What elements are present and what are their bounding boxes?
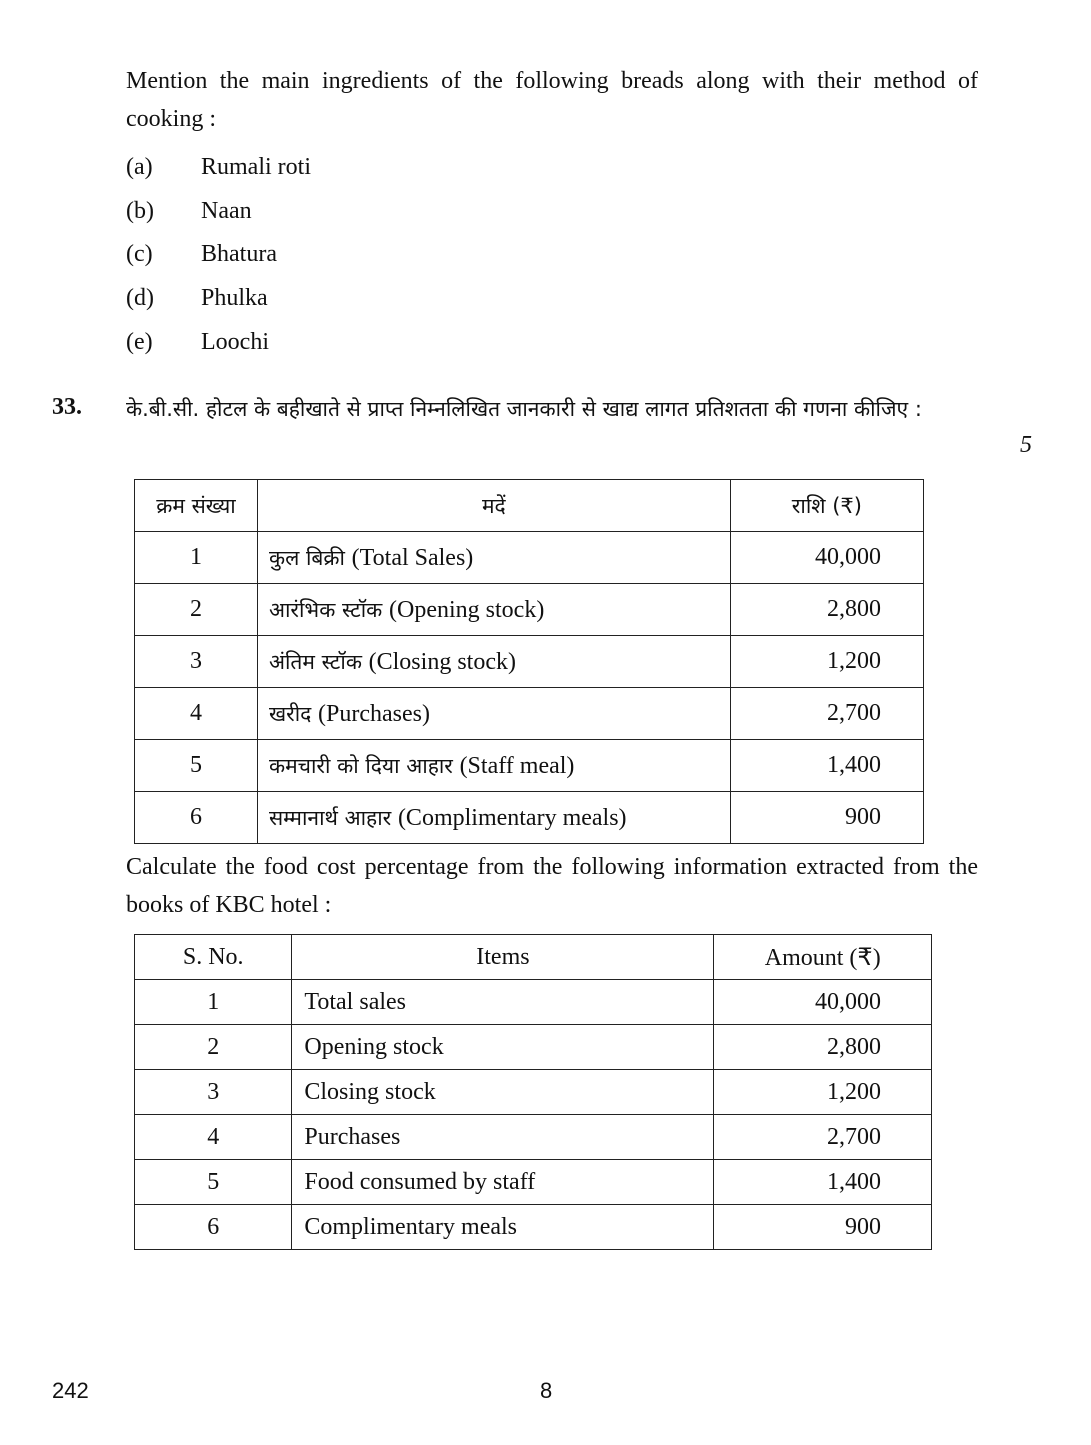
cell-amount: 2,700 [714, 1115, 932, 1160]
question-33-english-text: Calculate the food cost percentage from the following information extracted from the books of KBC hotel : [126, 854, 978, 918]
option-c [126, 233, 311, 277]
cell-amount: 900 [714, 1205, 932, 1250]
cell-item [257, 636, 730, 688]
cell-sno: 5 [135, 740, 258, 792]
cell-item: Total sales [292, 980, 714, 1025]
cell-amount: 40,000 [730, 532, 923, 584]
option-e [126, 320, 311, 364]
cell-amount: 1,400 [714, 1160, 932, 1205]
header-amount: राशि (₹) [730, 480, 923, 532]
cell-amount: 1,200 [730, 636, 923, 688]
option-label: (d) [126, 285, 154, 312]
bread-options-list [126, 146, 311, 364]
table-row [135, 792, 924, 844]
item-hindi: कुल बिक्री [268, 545, 345, 570]
cell-sno: 5 [135, 1160, 292, 1205]
cell-sno: 1 [135, 980, 292, 1025]
table-row [135, 532, 924, 584]
item-english: (Total Sales) [351, 544, 474, 571]
header-amount: Amount (₹) [714, 935, 932, 980]
table-row [135, 1115, 932, 1160]
item-hindi: खरीद [268, 701, 312, 726]
cell-sno: 4 [135, 1115, 292, 1160]
option-text: Rumali roti [201, 154, 311, 181]
option-label: (a) [126, 154, 153, 181]
hindi-data-table [134, 479, 924, 844]
option-text: Loochi [201, 328, 269, 355]
table-row [135, 1070, 932, 1115]
item-english: (Opening stock) [389, 596, 545, 623]
table-row [135, 1160, 932, 1205]
table-row [135, 1025, 932, 1070]
option-text: Phulka [201, 285, 268, 312]
item-hindi: आरंभिक स्टॉक [268, 597, 383, 622]
cell-amount: 2,800 [714, 1025, 932, 1070]
cell-item [257, 688, 730, 740]
cell-item: Food consumed by staff [292, 1160, 714, 1205]
item-hindi: अंतिम स्टॉक [268, 649, 362, 674]
cell-item: Complimentary meals [292, 1205, 714, 1250]
header-sno: क्रम संख्या [135, 480, 258, 532]
cell-item [257, 532, 730, 584]
cell-sno: 2 [135, 1025, 292, 1070]
paper-code: 242 [52, 1378, 89, 1403]
option-d [126, 277, 311, 321]
cell-sno: 3 [135, 636, 258, 688]
table-row [135, 688, 924, 740]
header-sno: S. No. [135, 935, 292, 980]
item-english: (Purchases) [317, 700, 430, 727]
header-items: मदें [257, 480, 730, 532]
item-hindi: सम्मानार्थ आहार [268, 805, 392, 830]
cell-sno: 6 [135, 792, 258, 844]
table-header-row [135, 480, 924, 532]
cell-sno: 1 [135, 532, 258, 584]
cell-amount: 1,200 [714, 1070, 932, 1115]
question-33-hindi-text: के.बी.सी. होटल के बहीखाते से प्राप्त निम्नलिखित जानकारी से खाद्य लागत प्रतिशतता की गणना कीजिए : [126, 397, 922, 421]
option-label: (b) [126, 197, 154, 224]
option-text: Naan [201, 197, 252, 224]
option-text: Bhatura [201, 241, 277, 268]
cell-amount: 2,800 [730, 584, 923, 636]
table-row [135, 636, 924, 688]
option-b [126, 190, 311, 234]
item-english: (Complimentary meals) [397, 804, 627, 831]
cell-amount: 1,400 [730, 740, 923, 792]
cell-sno: 4 [135, 688, 258, 740]
cell-sno: 3 [135, 1070, 292, 1115]
cell-item: Purchases [292, 1115, 714, 1160]
cell-item: Closing stock [292, 1070, 714, 1115]
cell-item [257, 740, 730, 792]
cell-item [257, 792, 730, 844]
cell-sno: 6 [135, 1205, 292, 1250]
option-label: (e) [126, 328, 153, 355]
item-hindi: कमचारी को दिया आहार [268, 753, 453, 778]
header-items: Items [292, 935, 714, 980]
option-label: (c) [126, 241, 153, 268]
table-row [135, 584, 924, 636]
option-a [126, 146, 311, 190]
item-english: (Closing stock) [368, 648, 516, 675]
cell-item [257, 584, 730, 636]
cell-amount: 40,000 [714, 980, 932, 1025]
question-32-text: Mention the main ingredients of the following breads along with their method of cooking : [126, 68, 978, 132]
table-row [135, 980, 932, 1025]
item-english: (Staff meal) [459, 752, 575, 779]
cell-amount: 2,700 [730, 688, 923, 740]
table-header-row [135, 935, 932, 980]
cell-amount: 900 [730, 792, 923, 844]
english-data-table [134, 934, 932, 1250]
question-number: 33. [52, 394, 82, 420]
cell-sno: 2 [135, 584, 258, 636]
question-marks: 5 [1020, 432, 1032, 458]
page-number: 8 [540, 1378, 553, 1403]
table-row [135, 740, 924, 792]
cell-item: Opening stock [292, 1025, 714, 1070]
table-row [135, 1205, 932, 1250]
